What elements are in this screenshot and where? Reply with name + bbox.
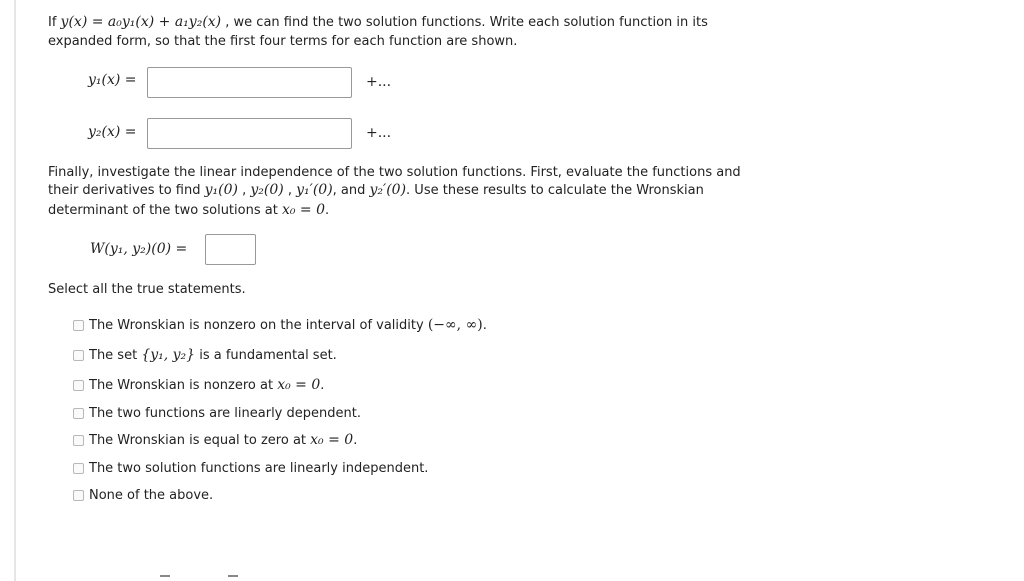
left-divider xyxy=(14,0,16,581)
option-label: The Wronskian is nonzero at x₀ = 0. xyxy=(89,377,325,393)
option-label: The Wronskian is nonzero on the interval of validity (−∞, ∞). xyxy=(89,317,487,333)
intro-line-2: expanded form, so that the first four terms for each function are shown. xyxy=(48,34,518,49)
option-label: The two solution functions are linearly independent. xyxy=(89,460,429,476)
wronskian-answer-input[interactable] xyxy=(205,234,256,265)
wronskian-intro-line-3: determinant of the two solutions at x₀ = 0. xyxy=(48,202,330,218)
select-prompt: Select all the true statements. xyxy=(48,282,246,297)
intro-line-1: If y(x) = a₀y₁(x) + a₁y₂(x) , we can find the two solution functions. Write each solution function in its xyxy=(48,14,708,30)
option-label: The two functions are linearly dependent. xyxy=(89,405,361,421)
checkbox[interactable] xyxy=(73,380,84,391)
checkbox[interactable] xyxy=(73,320,84,331)
checkbox[interactable] xyxy=(73,490,84,501)
intro-equation: y(x) = a₀y₁(x) + a₁y₂(x) xyxy=(60,14,222,30)
y1-answer-input[interactable] xyxy=(147,67,352,98)
option-linearly-dependent[interactable] xyxy=(73,405,361,421)
offscreen-element-edge xyxy=(160,575,170,577)
option-wronskian-nonzero-interval[interactable] xyxy=(73,317,487,333)
option-none-of-the-above[interactable] xyxy=(73,487,213,503)
checkbox[interactable] xyxy=(73,435,84,446)
y1-continuation: +... xyxy=(366,74,392,90)
option-fundamental-set[interactable] xyxy=(73,347,337,363)
option-wronskian-nonzero-at-x0[interactable] xyxy=(73,377,324,393)
checkbox[interactable] xyxy=(73,350,84,361)
checkbox[interactable] xyxy=(73,463,84,474)
option-label: The Wronskian is equal to zero at x₀ = 0. xyxy=(89,432,358,448)
y2-continuation: +... xyxy=(366,125,392,141)
option-label: None of the above. xyxy=(89,487,214,503)
option-wronskian-zero-at-x0[interactable] xyxy=(73,432,357,448)
wronskian-label: W(y₁, y₂)(0) = xyxy=(90,241,188,257)
y2-label: y₂(x) = xyxy=(88,124,137,140)
option-linearly-independent[interactable] xyxy=(73,460,428,476)
option-label: The set {y₁, y₂} is a fundamental set. xyxy=(89,347,337,363)
y1-label: y₁(x) = xyxy=(88,72,137,88)
checkbox[interactable] xyxy=(73,408,84,419)
wronskian-intro-line-2: their derivatives to find y₁(0) , y₂(0) , y₁′(0), and y₂′(0). Use these results to calculate the Wronskian xyxy=(48,182,704,198)
wronskian-intro-line-1: Finally, investigate the linear independence of the two solution functions. First, evaluate the functions and xyxy=(48,165,741,180)
y2-answer-input[interactable] xyxy=(147,118,352,149)
offscreen-element-edge xyxy=(228,575,238,577)
